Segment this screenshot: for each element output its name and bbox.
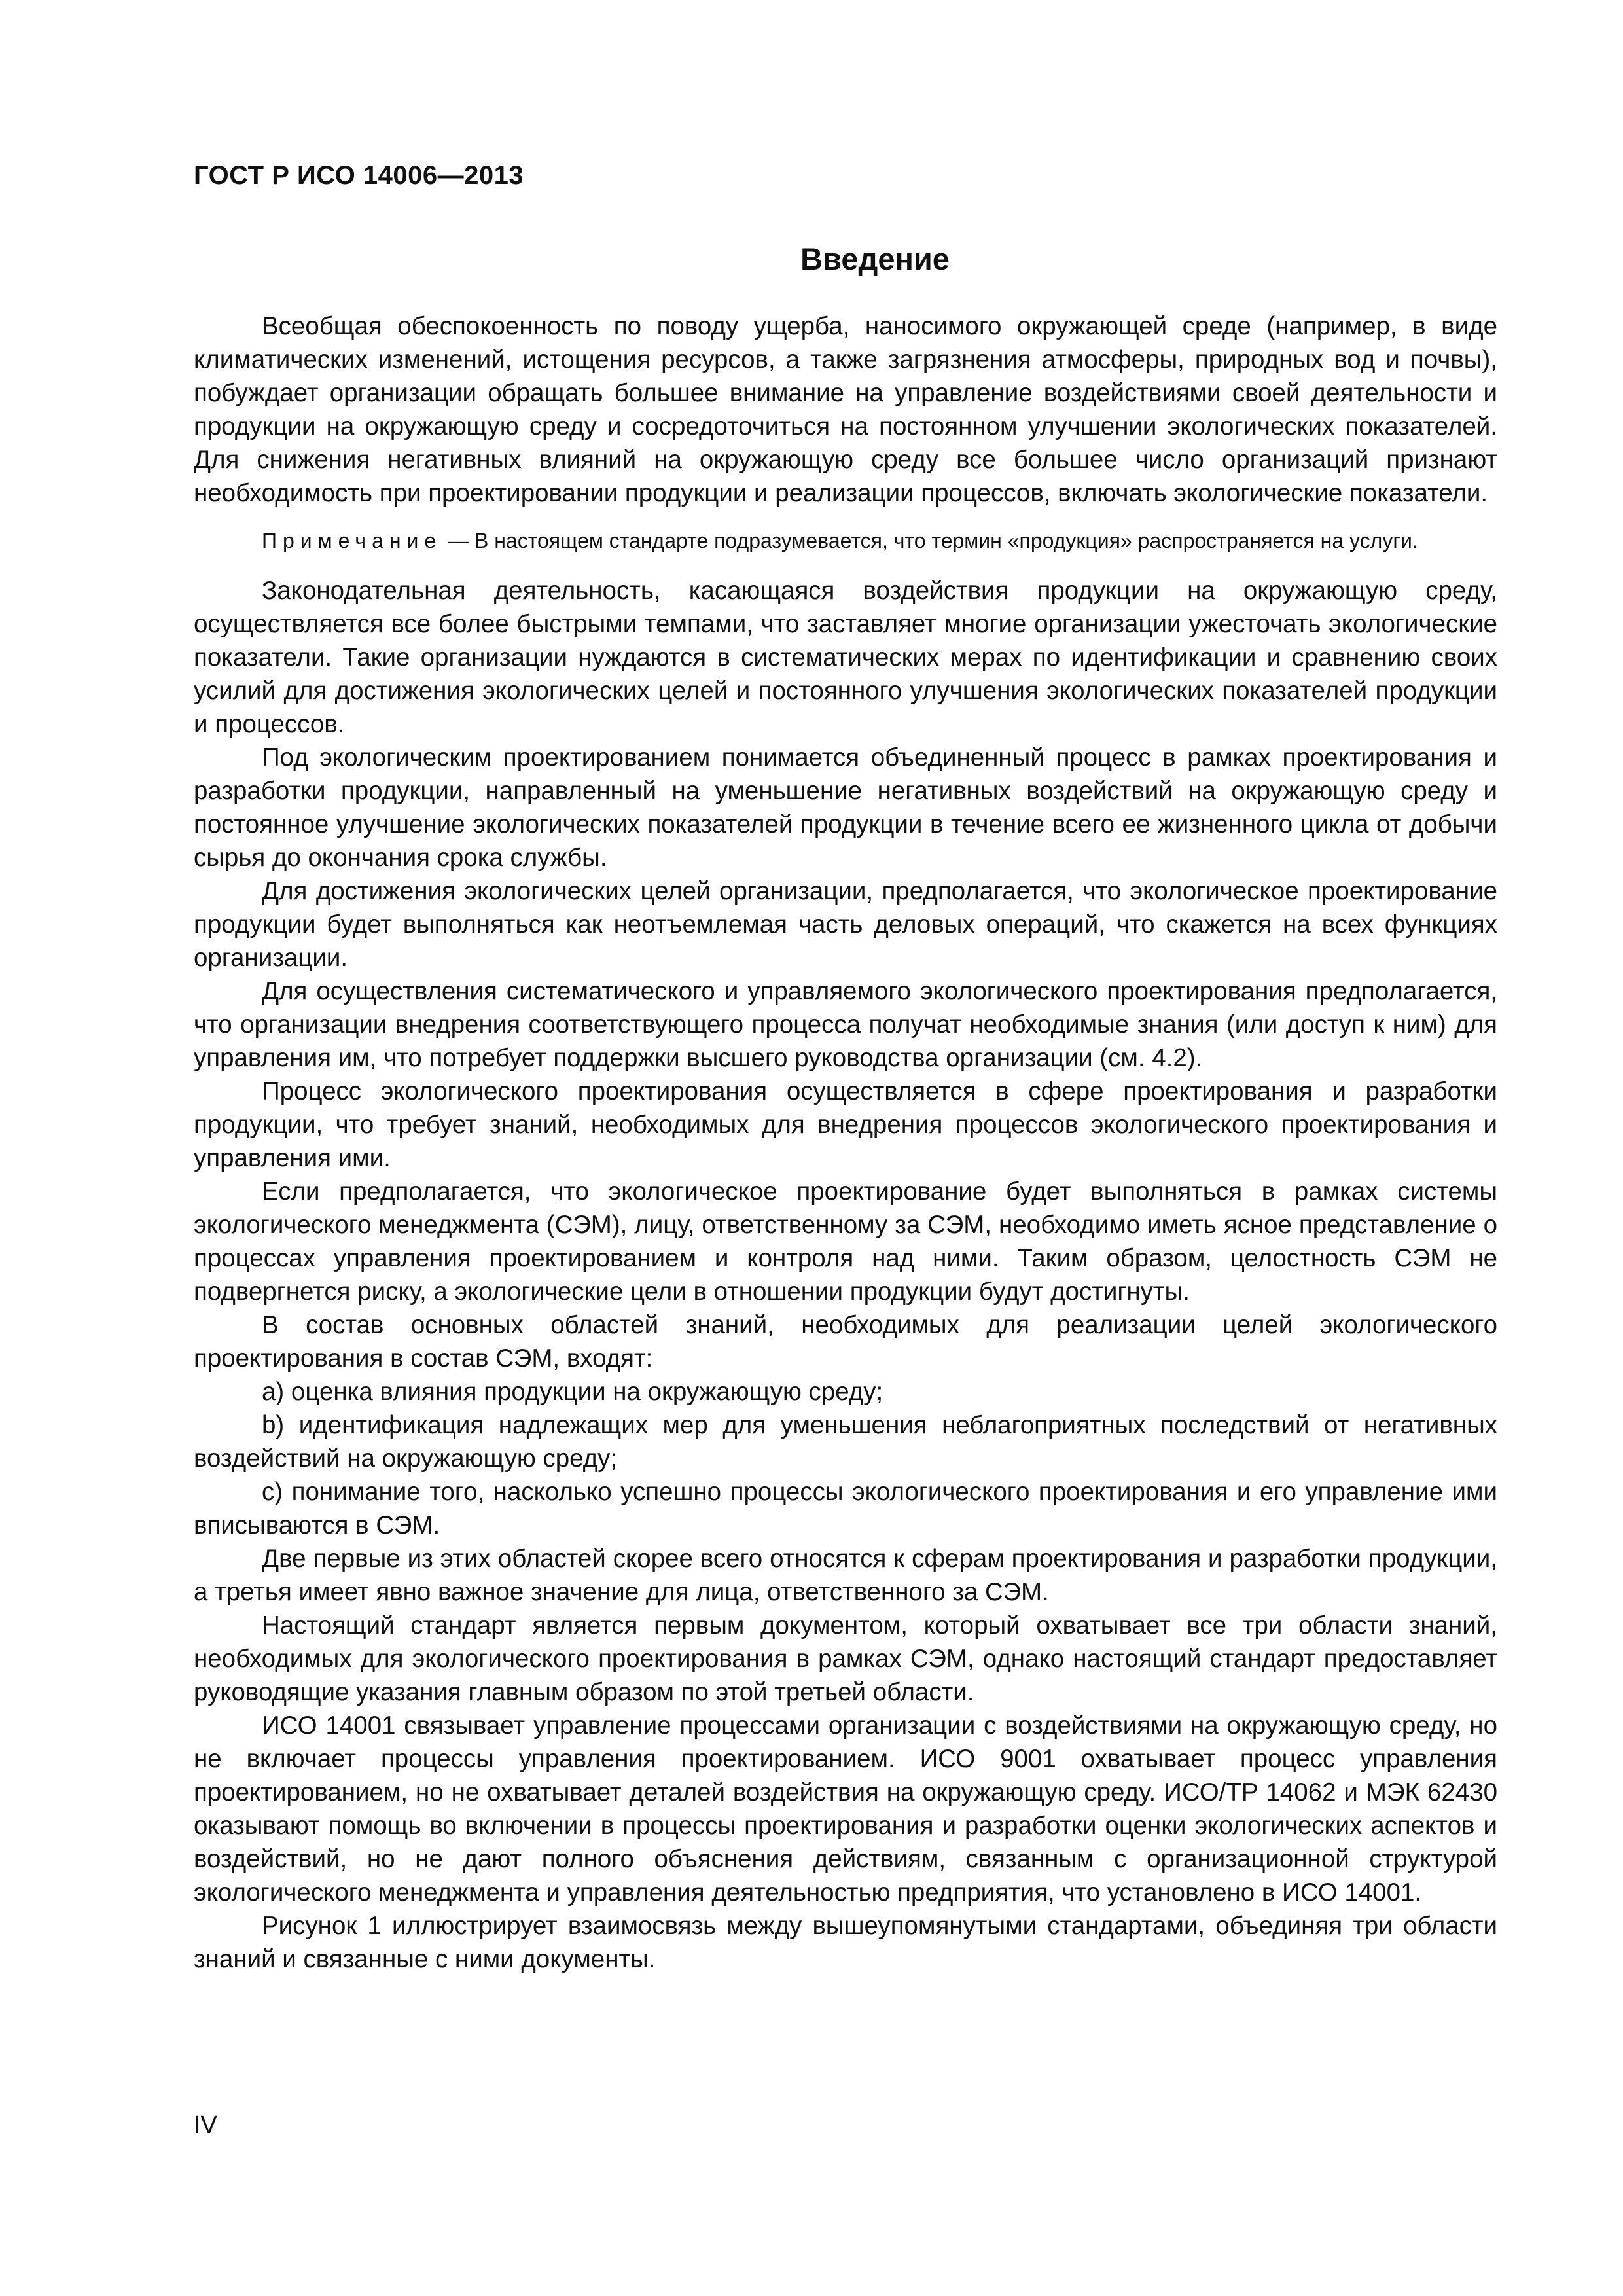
standard-header: ГОСТ Р ИСО 14006—2013 <box>194 161 524 190</box>
note-text: — В настоящем стандарте подразумевается, что термин «продукция» распространяется на услуги. <box>448 529 1418 552</box>
body-paragraph: Для осуществления систематического и управляемого экологического проектирования предполагается, что организации внедрения соответствующего процесса получат необходимые знания (или доступ к ним) для управления им, что потребует поддержки высшего руководства организации (см. 4.2). <box>194 977 1497 1072</box>
body-paragraph: Процесс экологического проектирования осуществляется в сфере проектирования и разработки продукции, что требует знаний, необходимых для внедрения процессов экологического проектирования и управления ими. <box>194 1077 1497 1172</box>
list-item-a: a) оценка влияния продукции на окружающую среду; <box>262 1378 883 1406</box>
body-paragraph: Две первые из этих областей скорее всего относятся к сферам проектирования и разработки продукции, а третья имеет явно важное значение для лица, ответственного за СЭМ. <box>194 1545 1497 1606</box>
section-title: Введение <box>800 242 950 276</box>
note-label: Примечание <box>262 529 442 552</box>
body-paragraph: Рисунок 1 иллюстрирует взаимосвязь между вышеупомянутыми стандартами, объединяя три области знаний и связанные с ними документы. <box>194 1912 1497 1973</box>
body-paragraph: Под экологическим проектированием понимается объединенный процесс в рамках проектирования и разработки продукции, направленный на уменьшение негативных воздействий на окружающую среду и постоянное улучшение экологических показателей продукции в течение всего ее жизненного цикла от добычи сырья до окончания срока службы. <box>194 744 1497 872</box>
page-content <box>194 241 1497 1976</box>
body-paragraph: Законодательная деятельность, касающаяся воздействия продукции на окружающую среду, осуществляется все более быстрыми темпами, что заставляет многие организации ужесточать экологические показатели. Такие организации нуждаются в систематических мерах по идентификации и сравнению своих усилий для достижения экологических целей и постоянного улучшения экологических показателей продукции и процессов. <box>194 577 1497 738</box>
page-number: IV <box>194 2111 217 2139</box>
body-paragraph: ИСО 14001 связывает управление процессами организации с воздействиями на окружающую среду, но не включает процессы управления проектированием. ИСО 9001 охватывает процесс управления проектированием, но не охватывает деталей воздействия на окружающую среду. ИСО/ТР 14062 и МЭК 62430 оказывают помощь во включении в процессы проектирования и разработки оценки экологических аспектов и воздействий, но не дают полного объяснения действиям, связанным с организационной структурой экологического менеджмента и управления деятельностью предприятия, что установлено в ИСО 14001. <box>194 1712 1497 1907</box>
list-item-c: c) понимание того, насколько успешно процессы экологического проектирования и его управление ими вписываются в СЭМ. <box>194 1478 1497 1539</box>
body-paragraph: В состав основных областей знаний, необходимых для реализации целей экологического проектирования в состав СЭМ, входят: <box>194 1311 1497 1372</box>
body-paragraph: Для достижения экологических целей организации, предполагается, что экологическое проектирование продукции будет выполняться как неотъемлемая часть деловых операций, что скажется на всех функциях организации. <box>194 877 1497 972</box>
intro-paragraph: Всеобщая обеспокоенность по поводу ущерба, наносимого окружающей среде (например, в виде климатических изменений, истощения ресурсов, а также загрязнения атмосферы, природных вод и почвы), побуждает организации обращать большее внимание на управление воздействиями своей деятельности и продукции на окружающую среду и сосредоточиться на постоянном улучшении экологических показателей. Для снижения негативных влияний на окружающую среду все большее число организаций признают необходимость при проектировании продукции и реализации процессов, включать экологические показатели. <box>194 312 1497 507</box>
body-paragraph: Настоящий стандарт является первым документом, который охватывает все три области знаний, необходимых для экологического проектирования в рамках СЭМ, однако настоящий стандарт предоставляет руководящие указания главным образом по этой третьей области. <box>194 1611 1497 1706</box>
list-item-b: b) идентификация надлежащих мер для уменьшения неблагоприятных последствий от негативных воздействий на окружающую среду; <box>194 1411 1497 1473</box>
note <box>194 526 1497 556</box>
body-paragraph: Если предполагается, что экологическое проектирование будет выполняться в рамках системы экологического менеджмента (СЭМ), лицу, ответственному за СЭМ, необходимо иметь ясное представление о процессах управления проектированием и контроля над ними. Таким образом, целостность СЭМ не подвергнется риску, а экологические цели в отношении продукции будут достигнуты. <box>194 1177 1497 1306</box>
